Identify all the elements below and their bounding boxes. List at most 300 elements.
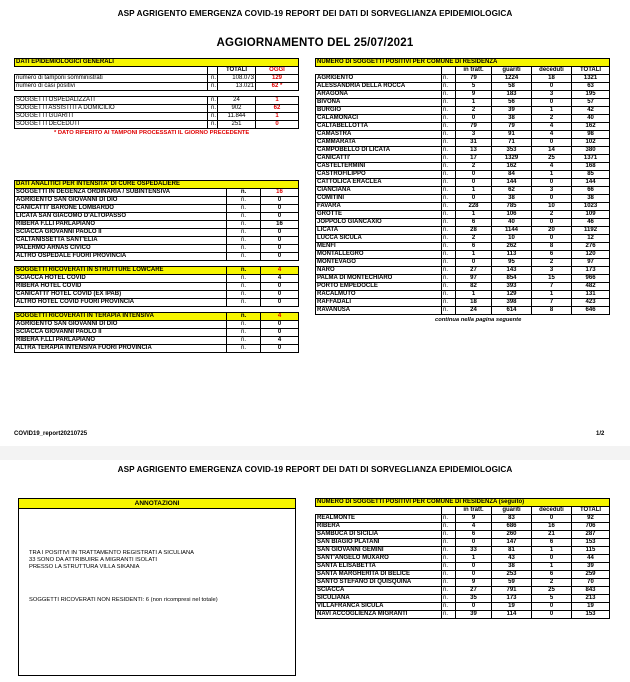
municipality-name: MONTEVAGO <box>316 259 442 267</box>
municipality-name: CAMMARATA <box>316 139 442 147</box>
table-row <box>15 345 299 353</box>
recovered-value: 353 <box>492 147 532 155</box>
recovered-value: 173 <box>492 595 532 603</box>
table-row <box>15 83 299 91</box>
recovered-value: 83 <box>492 515 532 523</box>
deceased-value: 25 <box>532 155 572 163</box>
in-treatment-value: 2 <box>456 235 492 243</box>
facility-value: 0 <box>261 291 299 299</box>
deceased-value: 0 <box>532 611 572 619</box>
deceased-value: 2 <box>532 211 572 219</box>
group-label: SOGGETTI IN DEGENZA ORDINARIA / SUBINTENSIVA <box>15 189 227 197</box>
facility-label: PALERMO ARNAS CIVICO <box>15 245 227 253</box>
in-treatment-value: 9 <box>456 91 492 99</box>
municipality-unit: n. <box>442 539 456 547</box>
total-value: 173 <box>572 267 610 275</box>
recovered-value: 791 <box>492 587 532 595</box>
table-row <box>15 321 299 329</box>
municipality-row <box>316 147 610 155</box>
recovered-value: 253 <box>492 571 532 579</box>
total-value: 63 <box>572 83 610 91</box>
col-oggi-header: OGGI <box>256 67 299 75</box>
in-treatment-value: 1 <box>456 187 492 195</box>
group-unit: n. <box>227 189 261 197</box>
total-value: 482 <box>572 283 610 291</box>
total-value: 966 <box>572 275 610 283</box>
in-treatment-value: 6 <box>456 243 492 251</box>
municipality-name: SAMBUCA DI SICILIA <box>316 531 442 539</box>
municipality-row <box>316 179 610 187</box>
row-unit: n. <box>208 97 218 105</box>
group-header-row <box>15 267 299 275</box>
recovered-value: 43 <box>492 555 532 563</box>
recovered-value: 260 <box>492 531 532 539</box>
total-value: 92 <box>572 515 610 523</box>
municipality-row <box>316 115 610 123</box>
total-value: 423 <box>572 299 610 307</box>
facility-unit: n. <box>227 329 261 337</box>
page-number: 1/2 <box>596 431 605 437</box>
total-value: 102 <box>572 139 610 147</box>
facility-value: 0 <box>261 329 299 337</box>
in-treatment-value: 1 <box>456 99 492 107</box>
recovered-value: 785 <box>492 203 532 211</box>
municipality-row <box>316 219 610 227</box>
municipality-unit: n. <box>442 83 456 91</box>
municipality-name: SAN GIOVANNI GEMINI <box>316 547 442 555</box>
in-treatment-value: 0 <box>456 115 492 123</box>
total-value: 120 <box>572 251 610 259</box>
facility-value: 4 <box>261 337 299 345</box>
municipality-name: ALESSANDRIA DELLA ROCCA <box>316 83 442 91</box>
facility-label: RIBERA HOTEL COVID <box>15 283 227 291</box>
total-value: 153 <box>572 539 610 547</box>
municipality-unit: n. <box>442 75 456 83</box>
deceased-value: 2 <box>532 115 572 123</box>
municipality-unit: n. <box>442 211 456 219</box>
municipality-unit: n. <box>442 107 456 115</box>
municipality-continued-title: NUMERO DI SOGGETTI POSITIVI PER COMUNE DI RESIDENZA (seguito) <box>316 499 610 507</box>
municipality-unit: n. <box>442 515 456 523</box>
deceased-value: 6 <box>532 251 572 259</box>
annotation-line: TRA I POSITIVI IN TRATTAMENTO REGISTRATI A SICULIANA <box>29 550 195 556</box>
facility-unit: n. <box>227 275 261 283</box>
municipality-row <box>316 83 610 91</box>
municipality-section <box>315 58 610 323</box>
facility-unit: n. <box>227 221 261 229</box>
municipality-unit: n. <box>442 139 456 147</box>
facility-unit: n. <box>227 197 261 205</box>
deceased-value: 0 <box>532 139 572 147</box>
municipality-unit: n. <box>442 155 456 163</box>
recovered-value: 79 <box>492 123 532 131</box>
recovered-value: 71 <box>492 139 532 147</box>
recovered-value: 38 <box>492 563 532 571</box>
table-row <box>15 113 299 121</box>
deceased-value: 0 <box>532 555 572 563</box>
in-treatment-value: 27 <box>456 587 492 595</box>
recovered-value: 398 <box>492 299 532 307</box>
total-value: 115 <box>572 547 610 555</box>
deceased-value: 2 <box>532 259 572 267</box>
in-treatment-value: 5 <box>456 83 492 91</box>
in-treatment-value: 79 <box>456 75 492 83</box>
deceased-value: 25 <box>532 587 572 595</box>
recovered-value: 95 <box>492 259 532 267</box>
col-totali: TOTALI <box>572 507 610 515</box>
municipality-unit: n. <box>442 179 456 187</box>
deceased-value: 0 <box>532 603 572 611</box>
municipality-continued-section <box>315 498 610 619</box>
group-unit: n. <box>227 267 261 275</box>
deceased-value: 0 <box>532 83 572 91</box>
recovered-value: 38 <box>492 195 532 203</box>
facility-value: 0 <box>261 213 299 221</box>
municipality-name: CIANCIANA <box>316 187 442 195</box>
in-treatment-value: 2 <box>456 107 492 115</box>
municipality-name: REALMONTE <box>316 515 442 523</box>
municipality-name: CAMPOBELLO DI LICATA <box>316 147 442 155</box>
municipality-name: COMITINI <box>316 195 442 203</box>
facility-value: 0 <box>261 299 299 307</box>
municipality-row <box>316 283 610 291</box>
row-today: 129 <box>256 75 299 83</box>
facility-label: RIBERA F.LLI PARLAPIANO <box>15 337 227 345</box>
municipality-unit: n. <box>442 243 456 251</box>
in-treatment-value: 6 <box>456 531 492 539</box>
recovered-value: 1144 <box>492 227 532 235</box>
table-row <box>15 213 299 221</box>
recovered-value: 614 <box>492 307 532 315</box>
facility-unit: n. <box>227 337 261 345</box>
municipality-unit: n. <box>442 275 456 283</box>
recovered-value: 183 <box>492 91 532 99</box>
row-total: 108.073 <box>218 75 256 83</box>
municipality-row <box>316 99 610 107</box>
total-value: 109 <box>572 211 610 219</box>
in-treatment-value: 1 <box>456 211 492 219</box>
recovered-value: 393 <box>492 283 532 291</box>
recovered-value: 143 <box>492 267 532 275</box>
row-label: SOGGETTI DECEDUTI <box>15 121 208 129</box>
deceased-value: 8 <box>532 307 572 315</box>
municipality-name: JOPPOLO GIANCAXIO <box>316 219 442 227</box>
municipality-unit: n. <box>442 195 456 203</box>
recovered-value: 1329 <box>492 155 532 163</box>
municipality-row <box>316 555 610 563</box>
non-resident-note: SOGGETTI RICOVERATI NON RESIDENTI: 6 (non ricompresi nel totale) <box>29 597 218 603</box>
total-value: 706 <box>572 523 610 531</box>
facility-unit: n. <box>227 321 261 329</box>
row-total: 13.021 <box>218 83 256 91</box>
group-value: 4 <box>261 267 299 275</box>
total-value: 144 <box>572 179 610 187</box>
annotations-title: ANNOTAZIONI <box>19 499 295 509</box>
group-label: SOGGETTI RICOVERATI IN STRUTTURE LOWCARE <box>15 267 227 275</box>
municipality-row <box>316 587 610 595</box>
in-treatment-value: 17 <box>456 155 492 163</box>
municipality-row <box>316 563 610 571</box>
recovered-value: 59 <box>492 579 532 587</box>
in-treatment-value: 13 <box>456 147 492 155</box>
municipality-unit: n. <box>442 555 456 563</box>
recovered-value: 1224 <box>492 75 532 83</box>
deceased-value: 18 <box>532 75 572 83</box>
facility-label: ALTRA TERAPIA INTENSIVA FUORI PROVINCIA <box>15 345 227 353</box>
deceased-value: 0 <box>532 195 572 203</box>
table-row <box>15 291 299 299</box>
total-value: 195 <box>572 91 610 99</box>
municipality-unit: n. <box>442 571 456 579</box>
municipality-row <box>316 579 610 587</box>
municipality-row <box>316 163 610 171</box>
recovered-value: 113 <box>492 251 532 259</box>
recovered-value: 262 <box>492 243 532 251</box>
page1-header: ASP AGRIGENTO EMERGENZA COVID-19 REPORT DEI DATI DI SORVEGLIANZA EPIDEMIOLOGICA <box>117 9 513 18</box>
facility-value: 0 <box>261 237 299 245</box>
group-value: 16 <box>261 189 299 197</box>
municipality-unit: n. <box>442 603 456 611</box>
deceased-value: 4 <box>532 131 572 139</box>
annotations-box <box>18 498 296 676</box>
in-treatment-value: 97 <box>456 275 492 283</box>
row-today: 62 * <box>256 83 299 91</box>
deceased-value: 3 <box>532 187 572 195</box>
municipality-unit: n. <box>442 307 456 315</box>
facility-value: 0 <box>261 283 299 291</box>
municipality-unit: n. <box>442 115 456 123</box>
table-row <box>15 283 299 291</box>
municipality-row <box>316 259 610 267</box>
facility-value: 0 <box>261 205 299 213</box>
total-value: 162 <box>572 123 610 131</box>
deceased-value: 6 <box>532 539 572 547</box>
table-row <box>15 205 299 213</box>
municipality-row <box>316 291 610 299</box>
deceased-value: 1 <box>532 107 572 115</box>
table-row <box>15 253 299 261</box>
total-value: 57 <box>572 99 610 107</box>
facility-label: CANICATTI' BARONE LOMBARDO <box>15 205 227 213</box>
row-unit: n. <box>208 113 218 121</box>
municipality-row <box>316 523 610 531</box>
total-value: 276 <box>572 243 610 251</box>
municipality-row <box>316 123 610 131</box>
deceased-value: 4 <box>532 123 572 131</box>
total-value: 131 <box>572 291 610 299</box>
table-row <box>15 275 299 283</box>
row-unit: n. <box>208 105 218 113</box>
in-treatment-value: 1 <box>456 291 492 299</box>
municipality-unit: n. <box>442 283 456 291</box>
municipality-unit: n. <box>442 291 456 299</box>
total-value: 40 <box>572 115 610 123</box>
recovered-value: 147 <box>492 539 532 547</box>
table-row <box>15 245 299 253</box>
total-value: 287 <box>572 531 610 539</box>
municipality-row <box>316 243 610 251</box>
facility-unit: n. <box>227 205 261 213</box>
deceased-value: 5 <box>532 595 572 603</box>
municipality-row <box>316 275 610 283</box>
in-treatment-value: 9 <box>456 515 492 523</box>
total-value: 646 <box>572 307 610 315</box>
total-value: 153 <box>572 611 610 619</box>
municipality-row <box>316 547 610 555</box>
in-treatment-value: 1 <box>456 555 492 563</box>
in-treatment-value: 0 <box>456 195 492 203</box>
municipality-name: RAFFADALI <box>316 299 442 307</box>
municipality-row <box>316 195 610 203</box>
total-value: 1023 <box>572 203 610 211</box>
municipality-name: SANTA MARGHERITA DI BELICE <box>316 571 442 579</box>
facility-label: ALTRO HOTEL COVID FUORI PROVINCIA <box>15 299 227 307</box>
group-header-row <box>15 313 299 321</box>
in-treatment-value: 0 <box>456 571 492 579</box>
facility-label: ALTRO OSPEDALE FUORI PROVINCIA <box>15 253 227 261</box>
total-value: 97 <box>572 259 610 267</box>
municipality-name: BIVONA <box>316 99 442 107</box>
municipality-name: AGRIGENTO <box>316 75 442 83</box>
total-value: 259 <box>572 571 610 579</box>
total-value: 98 <box>572 131 610 139</box>
municipality-name: PALMA DI MONTECHIARO <box>316 275 442 283</box>
group-label: SOGGETTI RICOVERATI IN TERAPIA INTENSIVA <box>15 313 227 321</box>
municipality-row <box>316 187 610 195</box>
municipality-row <box>316 595 610 603</box>
municipality-row <box>316 611 610 619</box>
municipality-unit: n. <box>442 611 456 619</box>
in-treatment-value: 0 <box>456 603 492 611</box>
total-value: 46 <box>572 219 610 227</box>
deceased-value: 3 <box>532 91 572 99</box>
general-data-table <box>14 58 299 129</box>
municipality-name: SICULIANA <box>316 595 442 603</box>
facility-unit: n. <box>227 283 261 291</box>
facility-value: 4 <box>261 275 299 283</box>
municipality-name: GROTTE <box>316 211 442 219</box>
table-row <box>15 221 299 229</box>
in-treatment-value: 24 <box>456 307 492 315</box>
municipality-name: CANICATTI' <box>316 155 442 163</box>
municipality-row <box>316 515 610 523</box>
total-value: 44 <box>572 555 610 563</box>
municipality-title: NUMERO DI SOGGETTI POSITIVI PER COMUNE DI RESIDENZA <box>316 59 610 67</box>
facility-unit: n. <box>227 253 261 261</box>
facility-value: 0 <box>261 345 299 353</box>
municipality-unit: n. <box>442 523 456 531</box>
total-value: 1371 <box>572 155 610 163</box>
in-treatment-value: 79 <box>456 123 492 131</box>
municipality-name: MENFI <box>316 243 442 251</box>
in-treatment-value: 31 <box>456 139 492 147</box>
recovered-value: 106 <box>492 211 532 219</box>
row-total: 24 <box>218 97 256 105</box>
municipality-row <box>316 235 610 243</box>
deceased-value: 7 <box>532 283 572 291</box>
col-totali: TOTALI <box>572 67 610 75</box>
municipality-unit: n. <box>442 595 456 603</box>
deceased-value: 0 <box>532 235 572 243</box>
in-treatment-value: 1 <box>456 251 492 259</box>
municipality-unit: n. <box>442 251 456 259</box>
deceased-value: 4 <box>532 163 572 171</box>
in-treatment-value: 27 <box>456 267 492 275</box>
row-today: 0 <box>256 121 299 129</box>
col-in-tratt: in tratt. <box>456 507 492 515</box>
municipality-name: CALAMONACI <box>316 115 442 123</box>
deceased-value: 1 <box>532 171 572 179</box>
continued-note: continua nella pagina seguente <box>435 317 522 323</box>
col-guariti: guariti <box>492 507 532 515</box>
municipality-unit: n. <box>442 547 456 555</box>
in-treatment-value: 3 <box>456 131 492 139</box>
municipality-unit: n. <box>442 587 456 595</box>
municipality-row <box>316 539 610 547</box>
in-treatment-value: 18 <box>456 299 492 307</box>
in-treatment-value: 0 <box>456 179 492 187</box>
total-value: 66 <box>572 187 610 195</box>
total-value: 213 <box>572 595 610 603</box>
facility-unit: n. <box>227 299 261 307</box>
facility-label: SCIACCA GIOVANNI PAOLO II <box>15 229 227 237</box>
municipality-name: NAVI ACCOGLIENZA MIGRANTI <box>316 611 442 619</box>
recovered-value: 91 <box>492 131 532 139</box>
recovered-value: 129 <box>492 291 532 299</box>
in-treatment-value: 4 <box>456 523 492 531</box>
municipality-name: PORTO EMPEDOCLE <box>316 283 442 291</box>
municipality-row <box>316 267 610 275</box>
recovered-value: 854 <box>492 275 532 283</box>
municipality-unit: n. <box>442 123 456 131</box>
in-treatment-value: 9 <box>456 579 492 587</box>
municipality-row <box>316 307 610 315</box>
in-treatment-value: 35 <box>456 595 492 603</box>
col-deceduti: deceduti <box>532 67 572 75</box>
total-value: 1192 <box>572 227 610 235</box>
municipality-name: RAVANUSA <box>316 307 442 315</box>
deceased-value: 14 <box>532 147 572 155</box>
municipality-name: NARO <box>316 267 442 275</box>
facility-label: SCIACCA HOTEL COVID <box>15 275 227 283</box>
in-treatment-value: 0 <box>456 563 492 571</box>
facility-unit: n. <box>227 213 261 221</box>
municipality-row <box>316 211 610 219</box>
facility-label: LICATA SAN GIACOMO D'ALTOPASSO <box>15 213 227 221</box>
facility-label: CANICATTI' HOTEL COVID (EX IPAB) <box>15 291 227 299</box>
in-treatment-value: 0 <box>456 171 492 179</box>
row-total: 902 <box>218 105 256 113</box>
deceased-value: 6 <box>532 571 572 579</box>
municipality-name: CATTOLICA ERACLEA <box>316 179 442 187</box>
in-treatment-value: 228 <box>456 203 492 211</box>
recovered-value: 62 <box>492 187 532 195</box>
in-treatment-value: 82 <box>456 283 492 291</box>
deceased-value: 21 <box>532 531 572 539</box>
municipality-name: CALTABELLOTTA <box>316 123 442 131</box>
table-row <box>15 229 299 237</box>
municipality-continued-table <box>315 498 610 619</box>
in-treatment-value: 28 <box>456 227 492 235</box>
municipality-unit: n. <box>442 99 456 107</box>
municipality-row <box>316 603 610 611</box>
row-unit: n. <box>208 75 218 83</box>
municipality-name: LUCCA SICULA <box>316 235 442 243</box>
table-row <box>15 329 299 337</box>
deceased-value: 0 <box>532 99 572 107</box>
deceased-value: 10 <box>532 203 572 211</box>
total-value: 1321 <box>572 75 610 83</box>
